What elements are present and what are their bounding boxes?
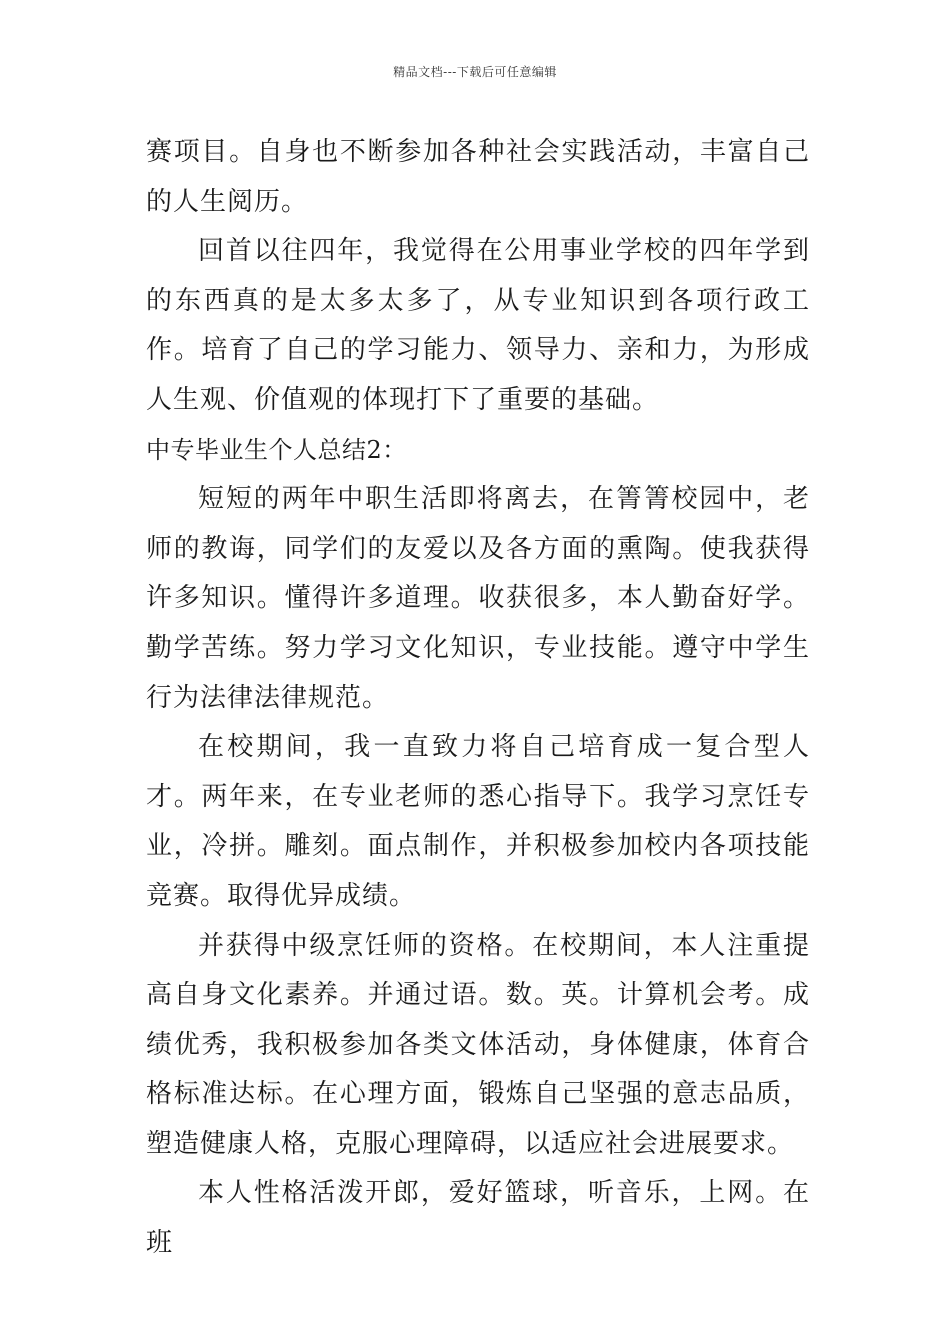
paragraph-continuation: 赛项目。自身也不断参加各种社会实践活动，丰富自己的人生阅历。 (146, 137, 810, 217)
paragraph-personality: 本人性格活泼开郎，爱好篮球，听音乐，上网。在班 (146, 1178, 810, 1259)
document-body (146, 128, 810, 1269)
paragraph-intro: 短短的两年中职生活即将离去，在箐箐校园中，老师的教诲，同学们的友爱以及各方面的熏陶。使我获得许多知识。懂得许多道理。收获很多，本人勤奋好学。勤学苦练。努力学习文化知识，专业技能。遵守中学生行为法律法律规范。 (146, 484, 810, 713)
paragraph-reflection: 回首以往四年，我觉得在公用事业学校的四年学到的东西真的是太多太多了，从专业知识到各项行政工作。培育了自己的学习能力、领导力、亲和力，为形成人生观、价值观的体现打下了重要的基础。 (146, 236, 810, 415)
page-header: 精品文档---下载后可任意编辑 (393, 65, 557, 79)
section-heading: 中专毕业生个人总结2： (146, 435, 407, 464)
paragraph-study: 在校期间，我一直致力将自己培育成一复合型人才。两年来，在专业老师的悉心指导下。我学习烹饪专业，冷拼。雕刻。面点制作，并积极参加校内各项技能竞赛。取得优异成绩。 (146, 732, 810, 911)
paragraph-qualification: 并获得中级烹饪师的资格。在校期间，本人注重提高自身文化素养。并通过语。数。英。计算机会考。成绩优秀，我积极参加各类文体活动，身体健康，体育合格标准达标。在心理方面，锻炼自己坚强的意志品质，塑造健康人格，克服心理障碍，以适应社会进展要求。 (146, 930, 810, 1159)
